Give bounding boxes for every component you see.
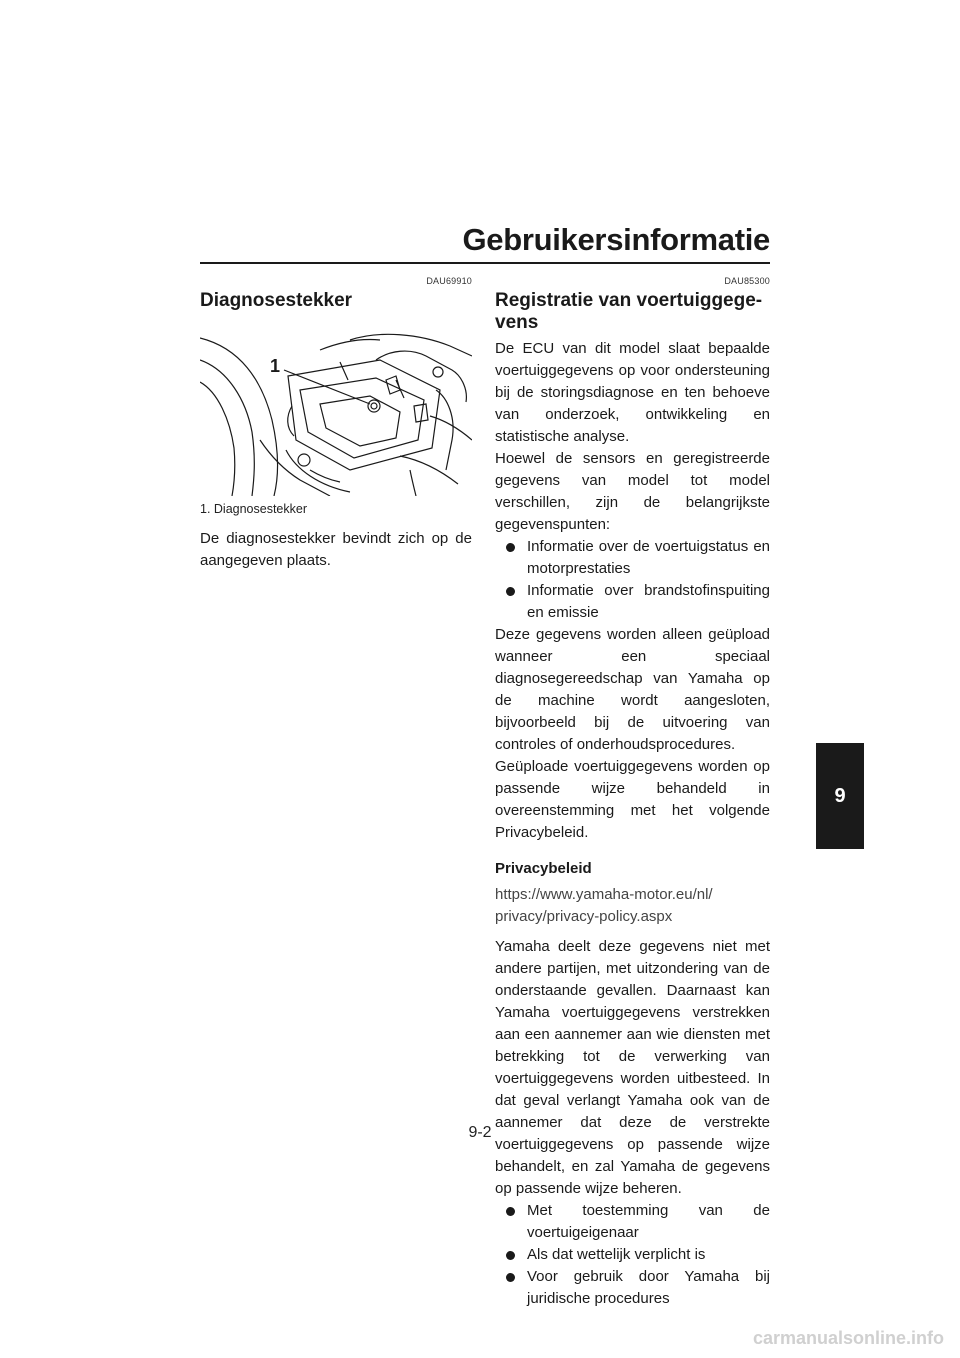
bullet-dot-icon <box>506 1273 515 1282</box>
paragraph-5: Yamaha deelt deze gegevens niet met andere partijen, met uitzondering van de onderstaande gevallen. Daarnaast kan Yamaha voertuiggegevens verstrekken aan een aannemer aan wie diensten met betrekking tot de verwerking van voertuiggegevens worden uitbesteed. In dat geval verlangt Yamaha ook van de aannemer dat deze de verstrekte voertuiggegevens op passende wijze behandelt, en zal Yamaha de gegevens op passende wijze beheren. <box>495 938 770 1197</box>
paragraph-3: Deze gegevens worden alleen geüpload wanneer een speciaal diagnosegereedschap van Yamaha op de machine wordt aangesloten, bijvoorbeeld bij de uitvoering van controles of onderhoudsprocedures. <box>495 626 770 753</box>
callout-leader-line <box>284 370 370 404</box>
list-item <box>495 1200 770 1244</box>
list-item <box>495 580 770 624</box>
privacy-policy-link[interactable] <box>495 884 770 928</box>
section-code: DAU69910 <box>426 276 472 286</box>
list-item-text: Voor gebruik door Yamaha bij juridische procedures <box>527 1268 770 1307</box>
list-item <box>495 1266 770 1310</box>
bullet-dot-icon <box>506 1251 515 1260</box>
header-rule <box>200 262 770 264</box>
section-code: DAU85300 <box>724 276 770 286</box>
page-number: 9-2 <box>468 1124 492 1141</box>
list-item-text: Met toestemming van de voertuigeigenaar <box>527 1202 770 1241</box>
chapter-tab: 9 <box>816 743 864 849</box>
diagnose-connector-figure <box>200 320 472 496</box>
bullet-dot-icon <box>506 543 515 552</box>
bullet-dot-icon <box>506 1207 515 1216</box>
left-column <box>200 276 472 572</box>
list-item <box>495 536 770 580</box>
paragraph-1: De ECU van dit model slaat bepaalde voertuiggegevens op voor ondersteuning bij de storingsdiagnose en ten behoeve van onderzoek, ontwikkeling en statistische analyse. <box>495 340 770 445</box>
callout-number: 1 <box>270 356 281 376</box>
section-title-registratie <box>495 290 770 334</box>
paragraph-2: Hoewel de sensors en geregistreerde gegevens van model tot model verschillen, zijn de belangrijkste gegevenspunten: <box>495 450 770 533</box>
list-item-text: Informatie over de voertuigstatus en motorprestaties <box>527 538 770 577</box>
body-text: De diagnosestekker bevindt zich op de aangegeven plaats. <box>200 530 472 569</box>
engine-bay-illustration <box>200 320 472 496</box>
bullet-dot-icon <box>506 587 515 596</box>
list-item-text: Informatie over brandstofinspuiting en emissie <box>527 582 770 621</box>
figure-caption: 1. Diagnosestekker <box>200 502 308 516</box>
watermark: carmanualsonline.info <box>752 1328 944 1348</box>
section-title-diagnosestekker: Diagnosestekker <box>200 290 353 311</box>
list-item <box>495 1244 770 1266</box>
section-title-line-2: vens <box>495 312 539 333</box>
right-column <box>495 276 770 1310</box>
section-title-line-1: Registratie van voertuiggege- <box>495 290 763 311</box>
list-item-text: Als dat wettelijk verplicht is <box>527 1246 706 1263</box>
page-title: Gebruikersinformatie <box>462 222 770 257</box>
privacy-heading: Privacybeleid <box>495 860 592 877</box>
privacy-url-line-1: https://www.yamaha-motor.eu/nl/ <box>495 886 713 903</box>
paragraph-4: Geüploade voertuiggegevens worden op passende wijze behandeld in overeenstemming met het volgende Privacybeleid. <box>495 758 770 841</box>
privacy-url-line-2: privacy/privacy-policy.aspx <box>495 908 673 925</box>
